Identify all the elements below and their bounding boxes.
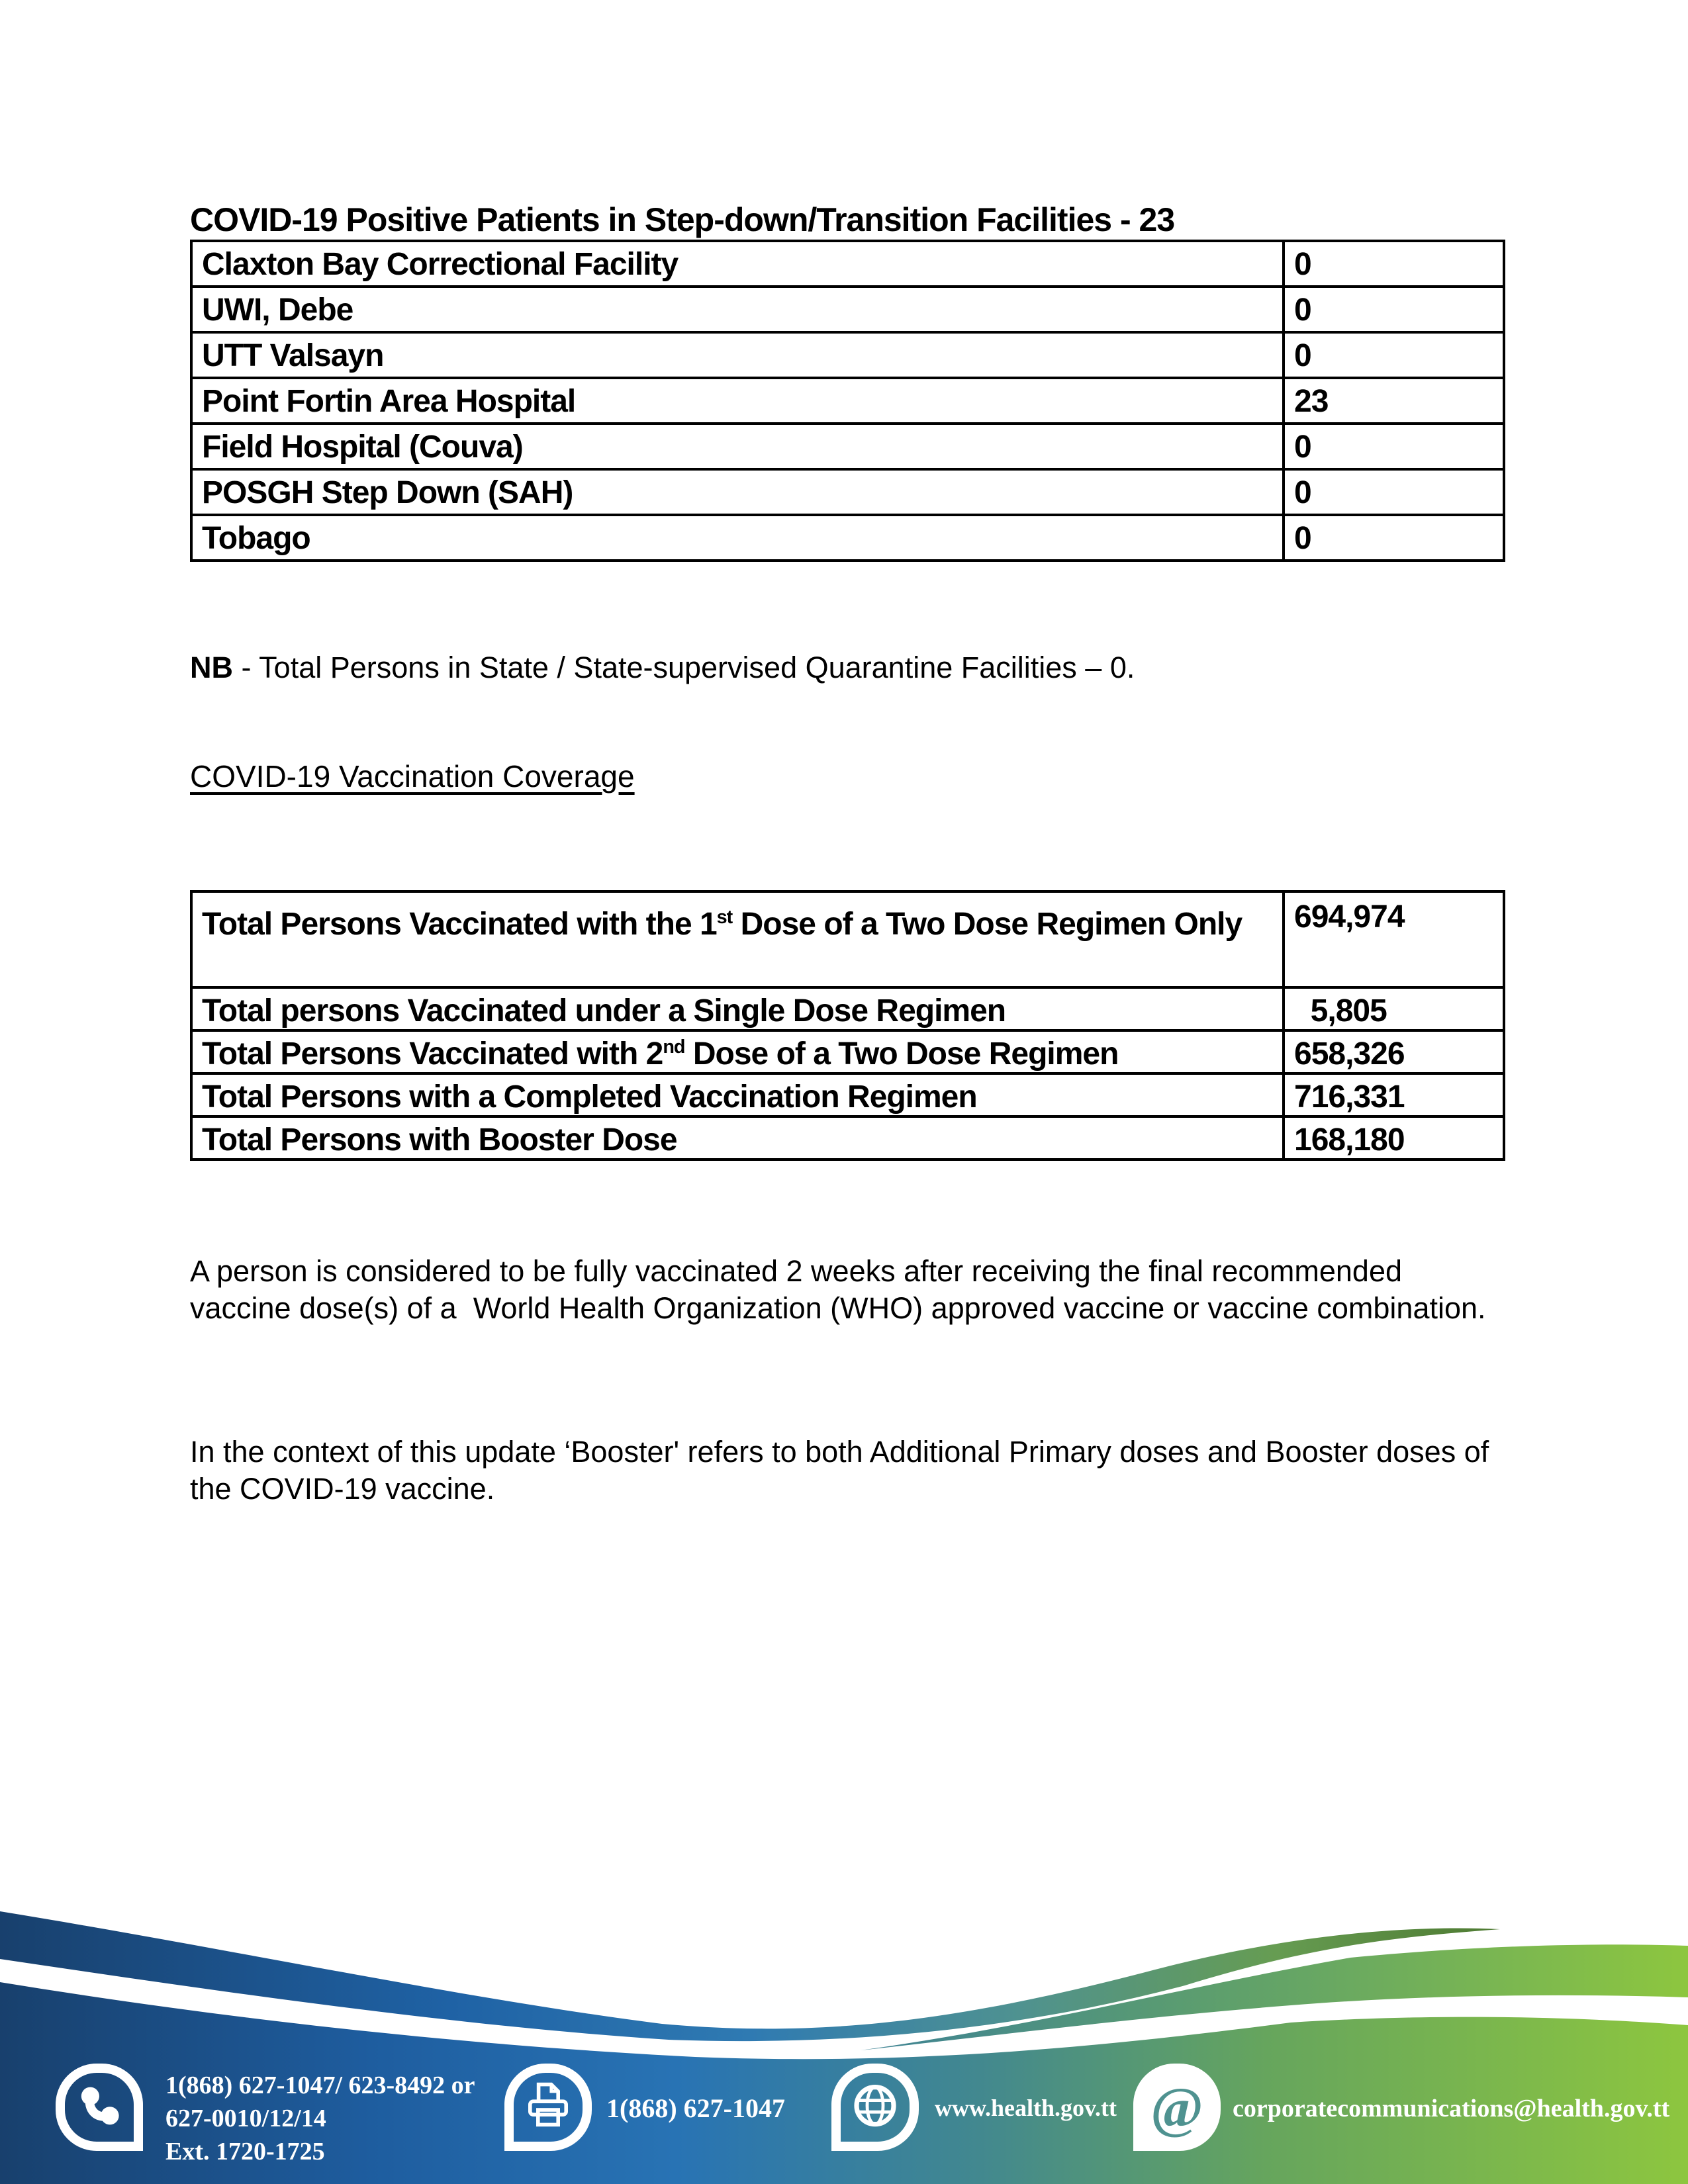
- table-row: [191, 241, 1504, 287]
- phone-line: Ext. 1720-1725: [165, 2138, 325, 2165]
- facility-label: Claxton Bay Correctional Facility: [191, 241, 1284, 287]
- vaccination-label: Total Persons with a Completed Vaccination Regimen: [191, 1073, 1284, 1116]
- website-url: www.health.gov.tt: [935, 2095, 1117, 2121]
- facility-count: 0: [1284, 469, 1504, 515]
- table-row: [191, 469, 1504, 515]
- facility-count: 0: [1284, 515, 1504, 561]
- phone-line: 627-0010/12/14: [165, 2105, 326, 2132]
- table-row: [191, 332, 1504, 378]
- table-row: [191, 1073, 1504, 1116]
- facilities-table-title: COVID-19 Positive Patients in Step-down/Transition Facilities - 23: [190, 201, 1175, 238]
- at-glyph: @: [1150, 2075, 1203, 2139]
- email-address: corporatecommunications@health.gov.tt: [1233, 2095, 1670, 2122]
- fully-vaccinated-paragraph: A person is considered to be fully vaccinated 2 weeks after receiving the final recommended vaccine dose(s) of a World Health Organization (WHO) approved vaccine or vaccine combination.: [190, 1254, 1486, 1325]
- facility-count: 0: [1284, 424, 1504, 469]
- phone-icon: [56, 2064, 143, 2151]
- facility-count: 23: [1284, 378, 1504, 424]
- fax-icon: [504, 2064, 592, 2151]
- vaccination-count: 168,180: [1284, 1116, 1504, 1160]
- facility-count: 0: [1284, 287, 1504, 332]
- vaccination-label: Total Persons Vaccinated with the 1st Dose of a Two Dose Regimen Only: [191, 891, 1284, 987]
- facility-label: Field Hospital (Couva): [191, 424, 1284, 469]
- table-row: [191, 378, 1504, 424]
- vaccination-coverage-heading: COVID-19 Vaccination Coverage: [190, 759, 635, 794]
- table-row: [191, 1116, 1504, 1160]
- globe-icon: [831, 2064, 919, 2151]
- table-row: [191, 424, 1504, 469]
- nb-note: [190, 651, 1514, 685]
- facility-label: POSGH Step Down (SAH): [191, 469, 1284, 515]
- phone-numbers: [165, 2069, 536, 2168]
- facilities-table: [190, 240, 1505, 562]
- fax-number: 1(868) 627-1047: [606, 2093, 785, 2123]
- facility-label: UTT Valsayn: [191, 332, 1284, 378]
- facility-label: Tobago: [191, 515, 1284, 561]
- facility-label: UWI, Debe: [191, 287, 1284, 332]
- vaccination-table: [190, 890, 1505, 1161]
- facility-count: 0: [1284, 332, 1504, 378]
- table-row: [191, 1030, 1504, 1073]
- vaccination-label: Total Persons with Booster Dose: [191, 1116, 1284, 1160]
- facility-label: Point Fortin Area Hospital: [191, 378, 1284, 424]
- vaccination-count: 716,331: [1284, 1073, 1504, 1116]
- nb-prefix: NB: [190, 651, 233, 684]
- vaccination-label: Total persons Vaccinated under a Single Dose Regimen: [191, 987, 1284, 1030]
- vaccination-count: 658,326: [1284, 1030, 1504, 1073]
- vaccination-count: 694,974: [1284, 891, 1504, 987]
- booster-definition-paragraph: In the context of this update ‘Booster' refers to both Additional Primary doses and Booster doses of the COVID-19 vaccine.: [190, 1435, 1497, 1506]
- vaccination-label: Total Persons Vaccinated with 2nd Dose of a Two Dose Regimen: [191, 1030, 1284, 1073]
- email-icon: [1133, 2064, 1221, 2151]
- table-row: [191, 987, 1504, 1030]
- facility-count: 0: [1284, 241, 1504, 287]
- table-row: [191, 891, 1504, 987]
- table-row: [191, 515, 1504, 561]
- table-row: [191, 287, 1504, 332]
- nb-text: - Total Persons in State / State-supervised Quarantine Facilities – 0.: [233, 651, 1135, 684]
- vaccination-count: 5,805: [1284, 987, 1504, 1030]
- phone-line: 1(868) 627-1047/ 623-8492 or: [165, 2071, 475, 2099]
